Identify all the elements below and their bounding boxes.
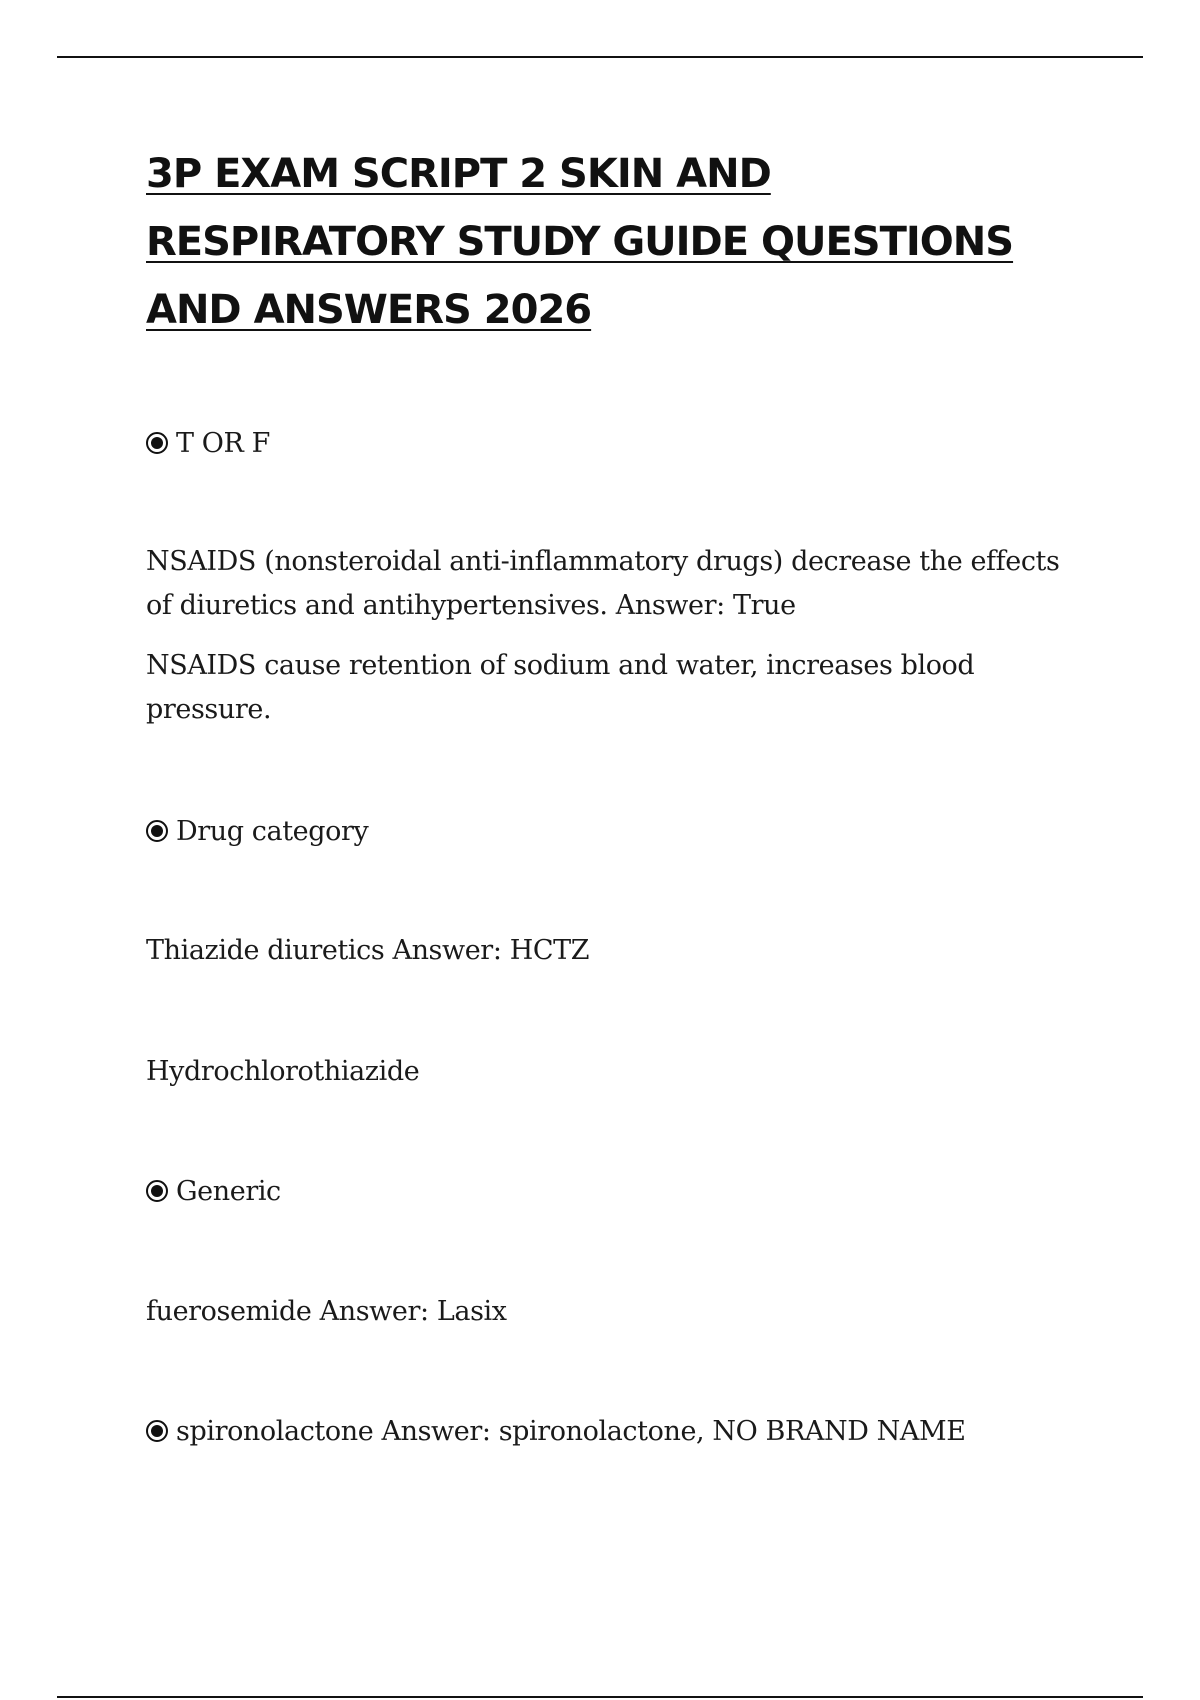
answer-note: NSAIDS cause retention of sodium and water, increases blood pressure.	[146, 650, 975, 725]
section-heading-text: Generic	[176, 1176, 281, 1207]
section-heading-generic	[146, 1170, 1106, 1214]
bottom-rule	[57, 1696, 1143, 1698]
section-heading-spironolactone	[146, 1410, 1106, 1454]
section-heading-text: T OR F	[176, 428, 270, 459]
answer-note: Hydrochlorothiazide	[146, 1056, 420, 1087]
document-title: 3P EXAM SCRIPT 2 SKIN AND RESPIRATORY STUDY GUIDE QUESTIONS AND ANSWERS 2026	[146, 151, 1014, 333]
section-heading-text: spironolactone Answer: spironolactone, NO BRAND NAME	[176, 1416, 966, 1447]
radio-bullet-icon	[146, 1420, 168, 1442]
question-text: Thiazide diuretics Answer: HCTZ	[146, 935, 590, 966]
radio-bullet-icon	[146, 820, 168, 842]
question-text: fuerosemide Answer: Lasix	[146, 1296, 507, 1327]
radio-bullet-icon	[146, 1180, 168, 1202]
section-heading-drug-category	[146, 810, 1106, 854]
top-rule	[57, 56, 1143, 58]
section-heading-t-or-f	[146, 422, 1106, 466]
section-heading-text: Drug category	[176, 816, 369, 847]
radio-bullet-icon	[146, 432, 168, 454]
question-text: NSAIDS (nonsteroidal anti-inflammatory drugs) decrease the effects of diuretics and antihypertensives. Answer: True	[146, 546, 1060, 621]
